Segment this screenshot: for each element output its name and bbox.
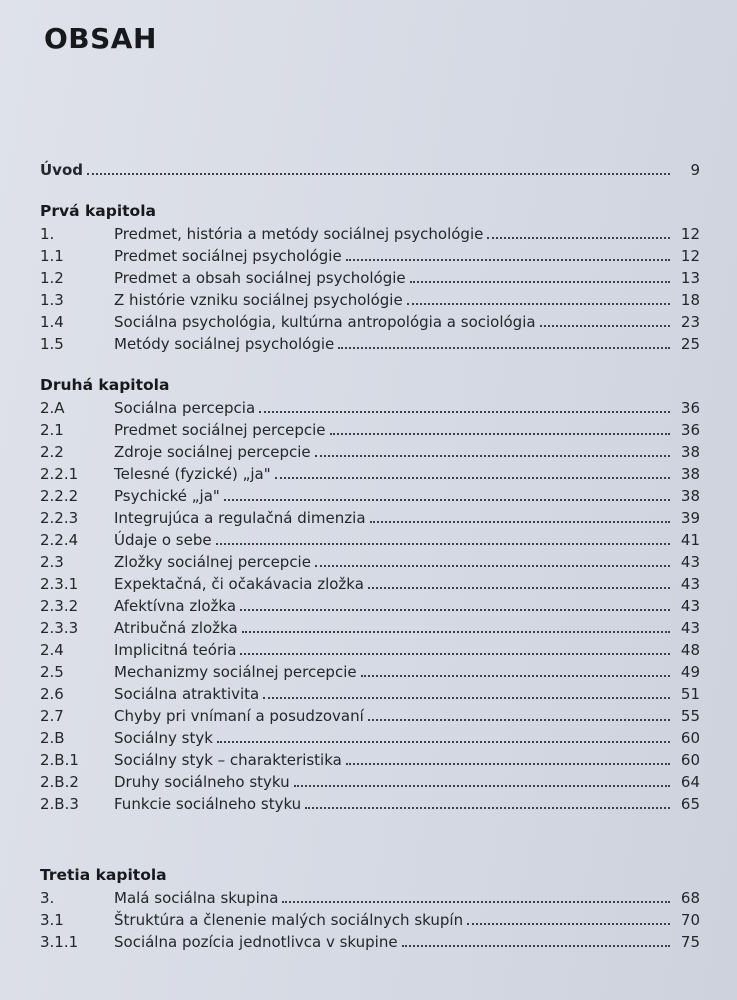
- dot-leader: [259, 411, 670, 413]
- dot-leader: [275, 477, 670, 479]
- toc-entry-text: Úvod: [40, 161, 84, 179]
- toc-entry-number: 2.4: [40, 641, 64, 659]
- toc-entry[interactable]: [40, 506, 700, 528]
- toc-entry-page: 39: [680, 509, 700, 527]
- chapter-heading: Prvá kapitola: [40, 202, 156, 220]
- toc-entry-number: 2.A: [40, 399, 65, 417]
- toc-entry[interactable]: [40, 770, 700, 792]
- toc-entry-page: 43: [680, 575, 700, 593]
- toc-entry[interactable]: [40, 222, 700, 244]
- toc-entry-page: 49: [680, 663, 700, 681]
- toc-entry[interactable]: [40, 244, 700, 266]
- toc-entry-text: Implicitná teória: [114, 641, 237, 659]
- toc-entry-text: Predmet, história a metódy sociálnej psychológie: [114, 225, 484, 243]
- toc-entry-number: 2.1: [40, 421, 64, 439]
- dot-leader: [240, 653, 670, 655]
- dot-leader: [263, 697, 670, 699]
- toc-entry[interactable]: [40, 266, 700, 288]
- toc-entry[interactable]: [40, 748, 700, 770]
- toc-entry-number: 1.1: [40, 247, 64, 265]
- toc-entry-page: 64: [680, 773, 700, 791]
- toc-entry-number: 3.1.1: [40, 933, 79, 951]
- toc-chapter-2: [40, 374, 700, 814]
- toc-entry-text: Druhy sociálneho styku: [114, 773, 290, 791]
- dot-leader: [315, 565, 670, 567]
- toc-entry-page: 38: [680, 443, 700, 461]
- toc-entry-text: Sociálna psychológia, kultúrna antropológia a sociológia: [114, 313, 536, 331]
- toc-entry-text: Sociálny styk: [114, 729, 213, 747]
- toc-entry-number: 1.5: [40, 335, 64, 353]
- page-title: OBSAH: [44, 22, 157, 55]
- toc-entry-text: Z histórie vzniku sociálnej psychológie: [114, 291, 403, 309]
- toc-entry-number: 1.: [40, 225, 55, 243]
- toc-entry-page: 41: [680, 531, 700, 549]
- toc-entry-text: Predmet sociálnej psychológie: [114, 247, 342, 265]
- dot-leader: [224, 499, 670, 501]
- dot-leader: [242, 631, 670, 633]
- toc-entry[interactable]: [40, 332, 700, 354]
- dot-leader: [361, 675, 670, 677]
- toc-entry[interactable]: [40, 704, 700, 726]
- toc-entry[interactable]: [40, 682, 700, 704]
- dot-leader: [338, 347, 670, 349]
- chapter-heading: Tretia kapitola: [40, 866, 167, 884]
- toc-entry-number: 2.5: [40, 663, 64, 681]
- toc-entry-number: 2.2.3: [40, 509, 79, 527]
- dot-leader: [315, 455, 670, 457]
- toc-entry[interactable]: [40, 528, 700, 550]
- toc-entry[interactable]: [40, 594, 700, 616]
- toc-entry-page: 18: [680, 291, 700, 309]
- toc-entry-text: Malá sociálna skupina: [114, 889, 279, 907]
- toc-entry[interactable]: [40, 638, 700, 660]
- toc-entry-text: Sociálna percepcia: [114, 399, 256, 417]
- toc-entry-text: Afektívna zložka: [114, 597, 237, 615]
- toc-entry[interactable]: [40, 908, 700, 930]
- toc-entry[interactable]: [40, 930, 700, 952]
- toc-entry[interactable]: [40, 310, 700, 332]
- dot-leader: [346, 259, 670, 261]
- toc-entry-page: 25: [680, 335, 700, 353]
- dot-leader: [487, 237, 670, 239]
- toc-entry-number: 2.2.4: [40, 531, 79, 549]
- toc-entry-number: 2.2: [40, 443, 64, 461]
- dot-leader: [410, 281, 670, 283]
- toc-entry-number: 2.7: [40, 707, 64, 725]
- toc-entry-number: 3.1: [40, 911, 64, 929]
- toc-entry[interactable]: [40, 616, 700, 638]
- toc-entry[interactable]: [40, 484, 700, 506]
- dot-leader: [294, 785, 670, 787]
- toc-entry[interactable]: [40, 396, 700, 418]
- toc-entry-page: 65: [680, 795, 700, 813]
- toc-entry-page: 43: [680, 597, 700, 615]
- dot-leader: [540, 325, 670, 327]
- toc-entry[interactable]: [40, 288, 700, 310]
- toc-entry-text: Metódy sociálnej psychológie: [114, 335, 335, 353]
- dot-leader: [368, 587, 670, 589]
- dot-leader: [368, 719, 670, 721]
- dot-leader: [87, 173, 670, 175]
- toc-entry-text: Psychické „ja": [114, 487, 220, 505]
- toc-entry-text: Atribučná zložka: [114, 619, 238, 637]
- toc-entry-text: Predmet a obsah sociálnej psychológie: [114, 269, 406, 287]
- dot-leader: [217, 741, 670, 743]
- dot-leader: [467, 923, 670, 925]
- toc-entry-page: 48: [680, 641, 700, 659]
- toc-entry-page: 38: [680, 487, 700, 505]
- toc-entry-text: Zdroje sociálnej percepcie: [114, 443, 311, 461]
- dot-leader: [216, 543, 670, 545]
- toc-entry-text: Predmet sociálnej percepcie: [114, 421, 326, 439]
- toc-entry-page: 70: [680, 911, 700, 929]
- toc-entry[interactable]: [40, 660, 700, 682]
- toc-entry-number: 2.2.2: [40, 487, 79, 505]
- toc-entry[interactable]: [40, 462, 700, 484]
- toc-entry-page: 12: [680, 247, 700, 265]
- toc-entry-page: 51: [680, 685, 700, 703]
- toc-entry-text: Chyby pri vnímaní a posudzovaní: [114, 707, 364, 725]
- toc-intro: [40, 158, 700, 180]
- toc-entry[interactable]: [40, 550, 700, 572]
- toc-entry-page: 9: [690, 161, 700, 179]
- toc-entry-number: 2.B.1: [40, 751, 79, 769]
- toc-entry-text: Telesné (fyzické) „ja": [114, 465, 271, 483]
- dot-leader: [305, 807, 670, 809]
- toc-entry-text: Sociálny styk – charakteristika: [114, 751, 342, 769]
- toc-entry-page: 43: [680, 553, 700, 571]
- chapter-heading: Druhá kapitola: [40, 376, 170, 394]
- toc-entry[interactable]: [40, 572, 700, 594]
- dot-leader: [240, 609, 670, 611]
- dot-leader: [370, 521, 670, 523]
- toc-chapter-3: [40, 864, 700, 952]
- toc-entry[interactable]: [40, 418, 700, 440]
- toc-entry-page: 38: [680, 465, 700, 483]
- toc-entry-page: 12: [680, 225, 700, 243]
- toc-entry-text: Zložky sociálnej percepcie: [114, 553, 311, 571]
- toc-entry-number: 1.2: [40, 269, 64, 287]
- toc-entry-number: 1.4: [40, 313, 64, 331]
- toc-entry-page: 36: [680, 421, 700, 439]
- toc-entry-page: 13: [680, 269, 700, 287]
- toc-entry-text: Integrujúca a regulačná dimenzia: [114, 509, 366, 527]
- toc-entry-page: 23: [680, 313, 700, 331]
- dot-leader: [407, 303, 670, 305]
- toc-entry-page: 68: [680, 889, 700, 907]
- toc-entry-number: 3.: [40, 889, 55, 907]
- toc-entry[interactable]: [40, 726, 700, 748]
- toc-entry-number: 2.B.2: [40, 773, 79, 791]
- toc-entry[interactable]: [40, 792, 700, 814]
- toc-entry-text: Údaje o sebe: [114, 531, 212, 549]
- toc-entry-number: 2.B: [40, 729, 65, 747]
- toc-entry-number: 2.B.3: [40, 795, 79, 813]
- toc-entry-number: 1.3: [40, 291, 64, 309]
- toc-entry-number: 2.6: [40, 685, 64, 703]
- toc-entry-number: 2.3.3: [40, 619, 79, 637]
- dot-leader: [402, 945, 670, 947]
- toc-entry-page: 75: [680, 933, 700, 951]
- toc-entry-intro[interactable]: [40, 158, 700, 180]
- toc-entry-page: 60: [680, 751, 700, 769]
- dot-leader: [282, 901, 670, 903]
- toc-entry-text: Expektačná, či očakávacia zložka: [114, 575, 364, 593]
- dot-leader: [330, 433, 670, 435]
- toc-entry-text: Štruktúra a členenie malých sociálnych skupín: [114, 911, 464, 929]
- toc-entry-number: 2.3.1: [40, 575, 79, 593]
- toc-entry-page: 36: [680, 399, 700, 417]
- toc-entry[interactable]: [40, 886, 700, 908]
- toc-chapter-1: [40, 200, 700, 354]
- toc-entry-text: Sociálna atraktivita: [114, 685, 260, 703]
- toc-entry-page: 55: [680, 707, 700, 725]
- toc-entry-number: 2.2.1: [40, 465, 79, 483]
- toc-entry-text: Sociálna pozícia jednotlivca v skupine: [114, 933, 398, 951]
- toc-entry-page: 43: [680, 619, 700, 637]
- toc-entry[interactable]: [40, 440, 700, 462]
- dot-leader: [346, 763, 670, 765]
- toc-entry-page: 60: [680, 729, 700, 747]
- toc-entry-number: 2.3.2: [40, 597, 79, 615]
- toc-entry-text: Funkcie sociálneho styku: [114, 795, 302, 813]
- toc-entry-text: Mechanizmy sociálnej percepcie: [114, 663, 357, 681]
- toc-entry-number: 2.3: [40, 553, 64, 571]
